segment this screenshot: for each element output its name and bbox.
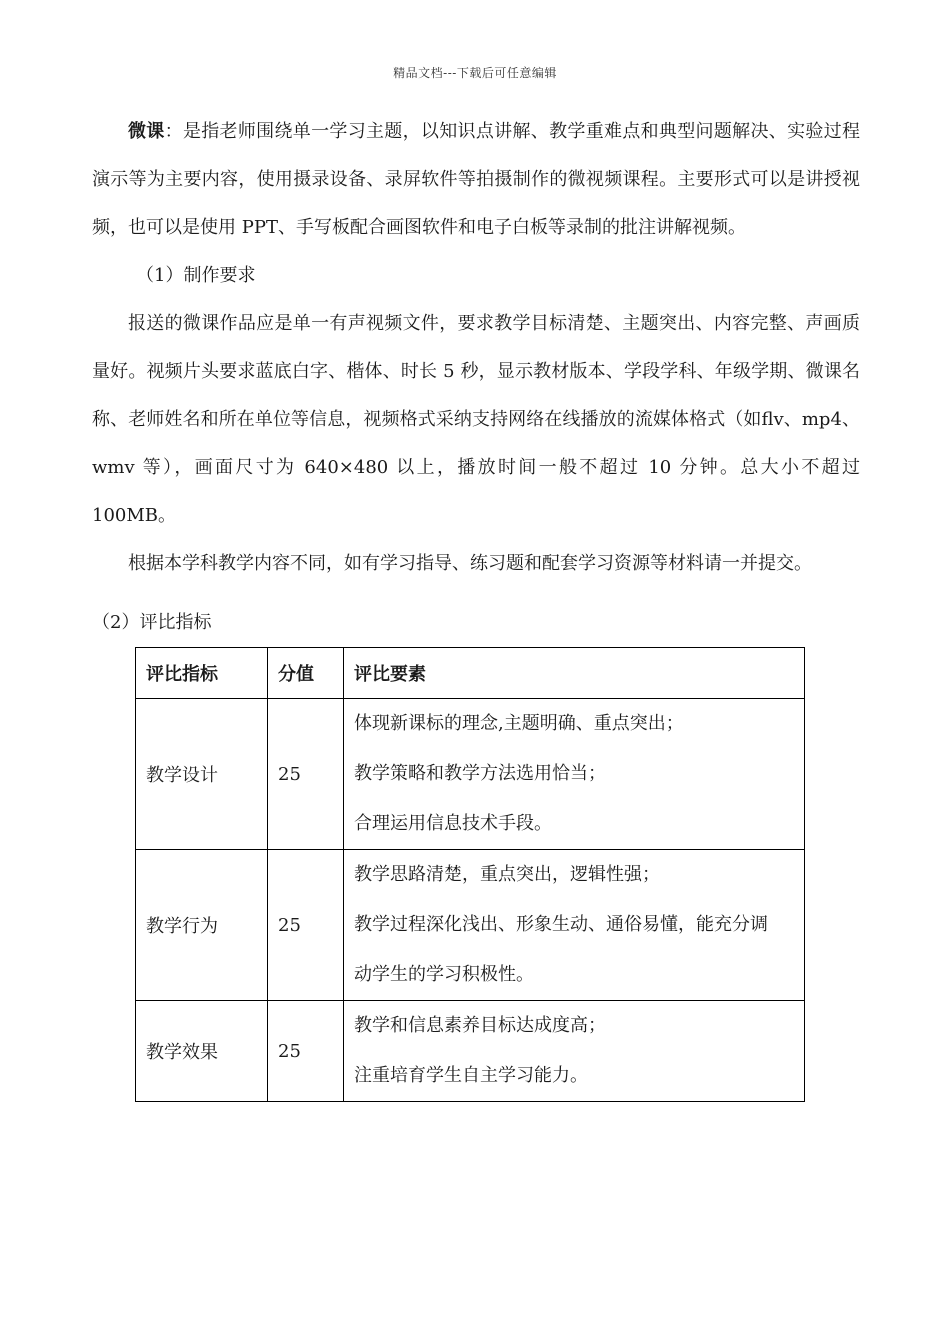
header-indicator: 评比指标 [136, 648, 268, 699]
intro-term: 微课 [128, 121, 165, 142]
score-cell: 25 [268, 850, 344, 1001]
element-item: 教学策略和教学方法选用恰当； [354, 763, 606, 784]
elements-cell [344, 1001, 805, 1102]
section1-title: （1）制作要求 [136, 265, 256, 286]
intro-paragraph [92, 108, 860, 252]
evaluation-table [135, 647, 805, 1102]
section2-title: （2）评比指标 [92, 612, 212, 633]
header-elements: 评比要素 [344, 648, 805, 699]
element-item: 注重培育学生自主学习能力。 [354, 1065, 588, 1086]
element-item: 教学过程深化浅出、形象生动、通俗易懂，能充分调 [354, 914, 768, 935]
elements-cell [344, 699, 805, 850]
table-row [136, 850, 805, 1001]
score-cell: 25 [268, 1001, 344, 1102]
indicator-cell: 教学设计 [136, 699, 268, 850]
element-item: 动学生的学习积极性。 [354, 964, 534, 985]
section1-paragraph1: 报送的微课作品应是单一有声视频文件，要求教学目标清楚、主题突出、内容完整、声画质量好。视频片头要求蓝底白字、楷体、时长 5 秒，显示教材版本、学段学科、年级学期、微课名称、老师姓名和所在单位等信息，视频格式采纳支持网络在线播放的流媒体格式（如flv、mp4、wmv 等），画面尺寸为 640×480 以上，播放时间一般不超过 10 分钟。总大小不超过 100MB。 [92, 313, 860, 526]
indicator-cell: 教学行为 [136, 850, 268, 1001]
document-body [92, 108, 860, 588]
score-cell: 25 [268, 699, 344, 850]
section1-paragraph2: 根据本学科教学内容不同，如有学习指导、练习题和配套学习资源等材料请一并提交。 [128, 553, 812, 574]
element-item: 教学思路清楚，重点突出，逻辑性强； [354, 864, 660, 885]
header-score: 分值 [268, 648, 344, 699]
intro-text: 是指老师围绕单一学习主题，以知识点讲解、教学重难点和典型问题解决、实验过程演示等为主要内容，使用摄录设备、录屏软件等拍摄制作的微视频课程。主要形式可以是讲授视频，也可以是使用 PPT、手写板配合画图软件和电子白板等录制的批注讲解视频。 [92, 121, 861, 238]
table-header-row [136, 648, 805, 699]
element-item: 教学和信息素养目标达成度高； [354, 1015, 606, 1036]
elements-cell [344, 850, 805, 1001]
table-row [136, 1001, 805, 1102]
page-header: 精品文档---下载后可任意编辑 [393, 66, 557, 80]
intro-separator: ： [164, 121, 183, 142]
table-row [136, 699, 805, 850]
element-item: 合理运用信息技术手段。 [354, 813, 552, 834]
element-item: 体现新课标的理念,主题明确、重点突出； [354, 713, 684, 734]
indicator-cell: 教学效果 [136, 1001, 268, 1102]
